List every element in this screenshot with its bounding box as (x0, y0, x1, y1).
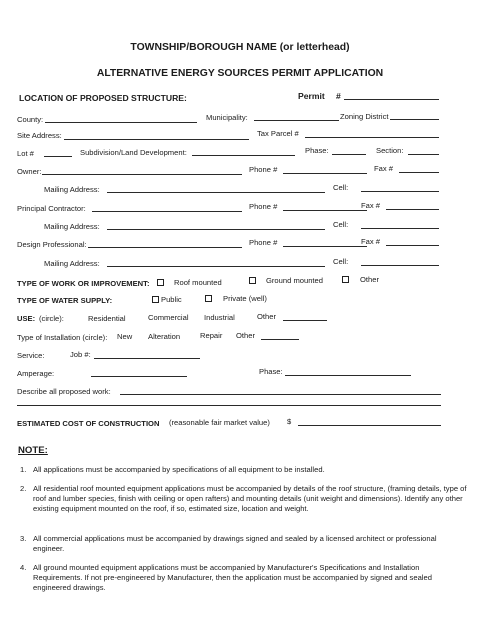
owner-fax-field[interactable] (399, 172, 439, 173)
estimated-cost-field[interactable] (298, 425, 441, 426)
note-item (20, 465, 468, 475)
water-supply-label: TYPE OF WATER SUPPLY: (17, 296, 113, 305)
private-well-option: Private (well) (223, 294, 267, 303)
lot-field[interactable] (44, 156, 72, 157)
service-label: Service: (17, 351, 45, 360)
use-industrial-option[interactable]: Industrial (204, 313, 235, 322)
use-label: USE: (17, 314, 36, 323)
municipality-label: Municipality: (206, 113, 248, 122)
estimated-cost-label: ESTIMATED COST OF CONSTRUCTION (17, 419, 160, 428)
amperage-label: Amperage: (17, 369, 55, 378)
note-item (20, 484, 468, 515)
installation-other-option[interactable]: Other (236, 331, 255, 340)
contractor-label: Principal Contractor: (17, 204, 86, 213)
contractor-fax-field[interactable] (386, 209, 439, 210)
design-phone-label: Phone # (249, 238, 278, 247)
estimated-cost-note: (reasonable fair market value) (169, 418, 270, 427)
owner-label: Owner: (17, 167, 42, 176)
permit-number-field[interactable] (344, 99, 439, 100)
other-work-option: Other (360, 275, 379, 284)
note-text: All applications must be accompanied by specifications of all equipment to be installed. (33, 465, 325, 474)
permit-hash: # (336, 91, 341, 101)
section-field[interactable] (408, 154, 439, 155)
phase-field[interactable] (332, 154, 366, 155)
installation-repair-option[interactable]: Repair (200, 331, 223, 340)
use-commercial-option[interactable]: Commercial (148, 313, 189, 322)
zoning-district-field[interactable] (390, 119, 439, 120)
permit-label: Permit (298, 91, 325, 101)
installation-new-option[interactable]: New (117, 332, 133, 341)
contractor-fax-label: Fax # (361, 201, 380, 210)
describe-work-label: Describe all proposed work: (17, 387, 111, 396)
use-residential-option[interactable]: Residential (88, 314, 126, 323)
document-title: TOWNSHIP/BOROUGH NAME (or letterhead) (130, 42, 350, 53)
owner-phone-field[interactable] (283, 173, 367, 174)
dollar-sign: $ (287, 417, 292, 426)
note-item (20, 534, 468, 554)
document-subtitle: ALTERNATIVE ENERGY SOURCES PERMIT APPLICATION (96, 68, 384, 79)
contractor-mailing-field[interactable] (107, 229, 325, 230)
design-mailing-label: Mailing Address: (44, 259, 100, 268)
describe-work-field-1[interactable] (120, 394, 441, 395)
municipality-field[interactable] (254, 120, 339, 121)
site-address-label: Site Address: (17, 131, 62, 140)
other-work-checkbox[interactable] (342, 276, 349, 283)
roof-mounted-option: Roof mounted (174, 278, 222, 287)
installation-label: Type of Installation (circle): (17, 333, 108, 342)
owner-cell-label: Cell: (333, 183, 349, 192)
owner-phone-label: Phone # (249, 165, 278, 174)
section-label: Section: (376, 146, 404, 155)
owner-cell-field[interactable] (361, 191, 439, 192)
design-phone-field[interactable] (283, 246, 367, 247)
design-professional-field[interactable] (88, 247, 242, 248)
owner-mailing-field[interactable] (107, 192, 325, 193)
contractor-phone-field[interactable] (283, 210, 367, 211)
note-text: All ground mounted equipment applications must be accompanied by Manufacturer's Specifications and Installation Requirements. If not pre-engineered by Manufacturer, then the application must be accompanied by signed and sealed engineered drawings. (33, 563, 432, 593)
tax-parcel-field[interactable] (305, 137, 439, 138)
work-type-label: TYPE OF WORK OR IMPROVEMENT: (17, 279, 150, 288)
note-text: All residential roof mounted equipment applications must be accompanied by details of the roof structure, (framing details, type of roof and lumber species, finish with ceiling or open rafters) and mounting details (unit weight and dimensions). Identify any other existing equipment mounted on the roof, if so, estimated size, location and weight. (33, 484, 467, 514)
phase-label: Phase: (305, 146, 329, 155)
design-cell-field[interactable] (361, 265, 439, 266)
county-field[interactable] (45, 122, 197, 123)
contractor-mailing-label: Mailing Address: (44, 222, 100, 231)
owner-field[interactable] (42, 174, 242, 175)
private-well-checkbox[interactable] (205, 295, 212, 302)
design-professional-label: Design Professional: (17, 240, 87, 249)
describe-work-field-2[interactable] (17, 405, 441, 406)
job-number-field[interactable] (94, 358, 200, 359)
public-water-checkbox[interactable] (152, 296, 159, 303)
amperage-phase-field[interactable] (285, 375, 411, 376)
installation-alteration-option[interactable]: Alteration (148, 332, 181, 341)
job-number-label: Job #: (70, 350, 91, 359)
installation-other-field[interactable] (261, 339, 299, 340)
ground-mounted-checkbox[interactable] (249, 277, 256, 284)
design-cell-label: Cell: (333, 257, 349, 266)
note-number: 4. (20, 563, 27, 572)
use-circle-label: (circle): (39, 314, 64, 323)
contractor-phone-label: Phone # (249, 202, 278, 211)
subdivision-field[interactable] (192, 155, 295, 156)
notes-heading: NOTE: (18, 445, 48, 456)
contractor-cell-field[interactable] (361, 228, 439, 229)
contractor-field[interactable] (92, 211, 242, 212)
use-other-option[interactable]: Other (257, 312, 276, 321)
design-mailing-field[interactable] (107, 266, 325, 267)
design-fax-label: Fax # (361, 237, 380, 246)
subdivision-label: Subdivision/Land Development: (80, 148, 187, 157)
roof-mounted-checkbox[interactable] (157, 279, 164, 286)
note-number: 3. (20, 534, 27, 543)
note-number: 1. (20, 465, 27, 474)
lot-label: Lot # (17, 149, 34, 158)
zoning-district-label: Zoning District (340, 112, 389, 121)
note-item (20, 563, 468, 594)
use-other-field[interactable] (283, 320, 327, 321)
note-number: 2. (20, 484, 27, 493)
county-label: County: (17, 115, 44, 124)
amperage-phase-label: Phase: (259, 367, 283, 376)
ground-mounted-option: Ground mounted (266, 276, 323, 285)
tax-parcel-label: Tax Parcel # (257, 129, 299, 138)
note-text: All commercial applications must be accompanied by drawings signed and sealed by a licensed architect or professional engineer. (33, 534, 437, 554)
site-address-field[interactable] (64, 139, 249, 140)
owner-mailing-label: Mailing Address: (44, 185, 100, 194)
contractor-cell-label: Cell: (333, 220, 349, 229)
owner-fax-label: Fax # (374, 164, 393, 173)
design-fax-field[interactable] (386, 245, 439, 246)
amperage-field[interactable] (91, 376, 187, 377)
public-water-option: Public (161, 295, 182, 304)
location-heading: LOCATION OF PROPOSED STRUCTURE: (19, 93, 187, 103)
